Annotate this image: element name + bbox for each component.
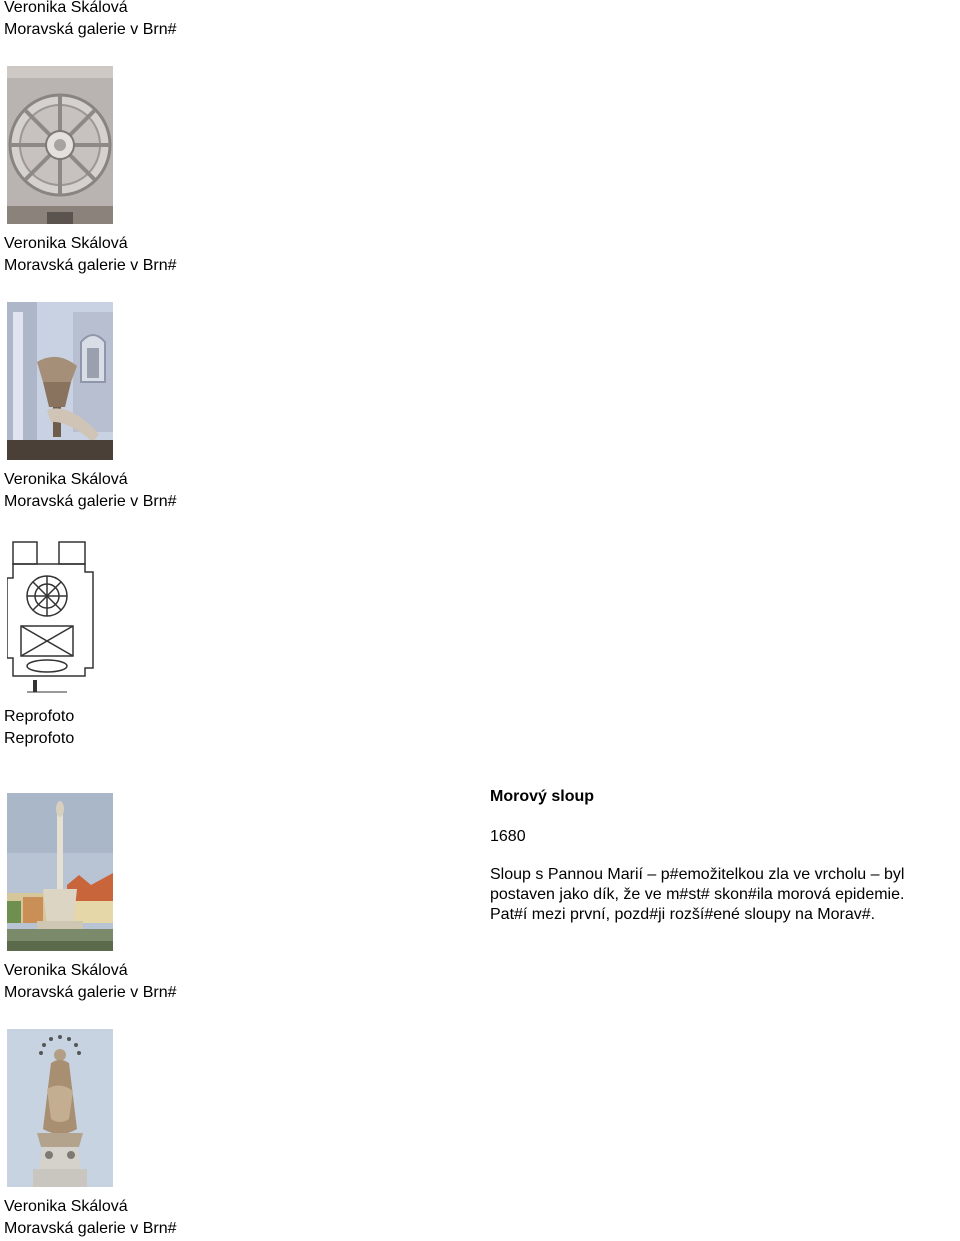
virgin-mary-statue-photo xyxy=(7,1029,113,1187)
credit-source: Moravská galerie v Brn# xyxy=(4,257,177,274)
description-line: Pat#í mezi první, pozd#ji rozší#ené sloupy na Morav#. xyxy=(490,906,876,923)
description-line: Sloup s Pannou Marií – p#emožitelkou zla ve vrcholu – byl xyxy=(490,866,905,883)
plague-column-photo xyxy=(7,793,113,951)
credit-source: Moravská galerie v Brn# xyxy=(4,984,177,1001)
credit-author: Veronika Skálová xyxy=(4,235,128,252)
entry-description xyxy=(490,865,960,925)
church-interior-pulpit-photo xyxy=(7,302,113,460)
credit-source: Moravská galerie v Brn# xyxy=(4,21,177,38)
credit-author: Veronika Skálová xyxy=(4,471,128,488)
credit-author: Veronika Skálová xyxy=(4,962,128,979)
entry-title: Morový sloup xyxy=(490,788,595,805)
dome-ceiling-photo xyxy=(7,66,113,224)
church-floor-plan-drawing xyxy=(7,538,113,696)
credit-author: Veronika Skálová xyxy=(4,1198,128,1215)
description-line: postaven jako dík, že ve m#st# skon#ila morová epidemie. xyxy=(490,886,905,903)
credit-source: Moravská galerie v Brn# xyxy=(4,1220,177,1237)
credit-author: Reprofoto xyxy=(4,708,75,725)
credit-source: Moravská galerie v Brn# xyxy=(4,493,177,510)
entry-year: 1680 xyxy=(490,828,526,845)
credit-author: Veronika Skálová xyxy=(4,0,128,16)
credit-source: Reprofoto xyxy=(4,730,75,747)
